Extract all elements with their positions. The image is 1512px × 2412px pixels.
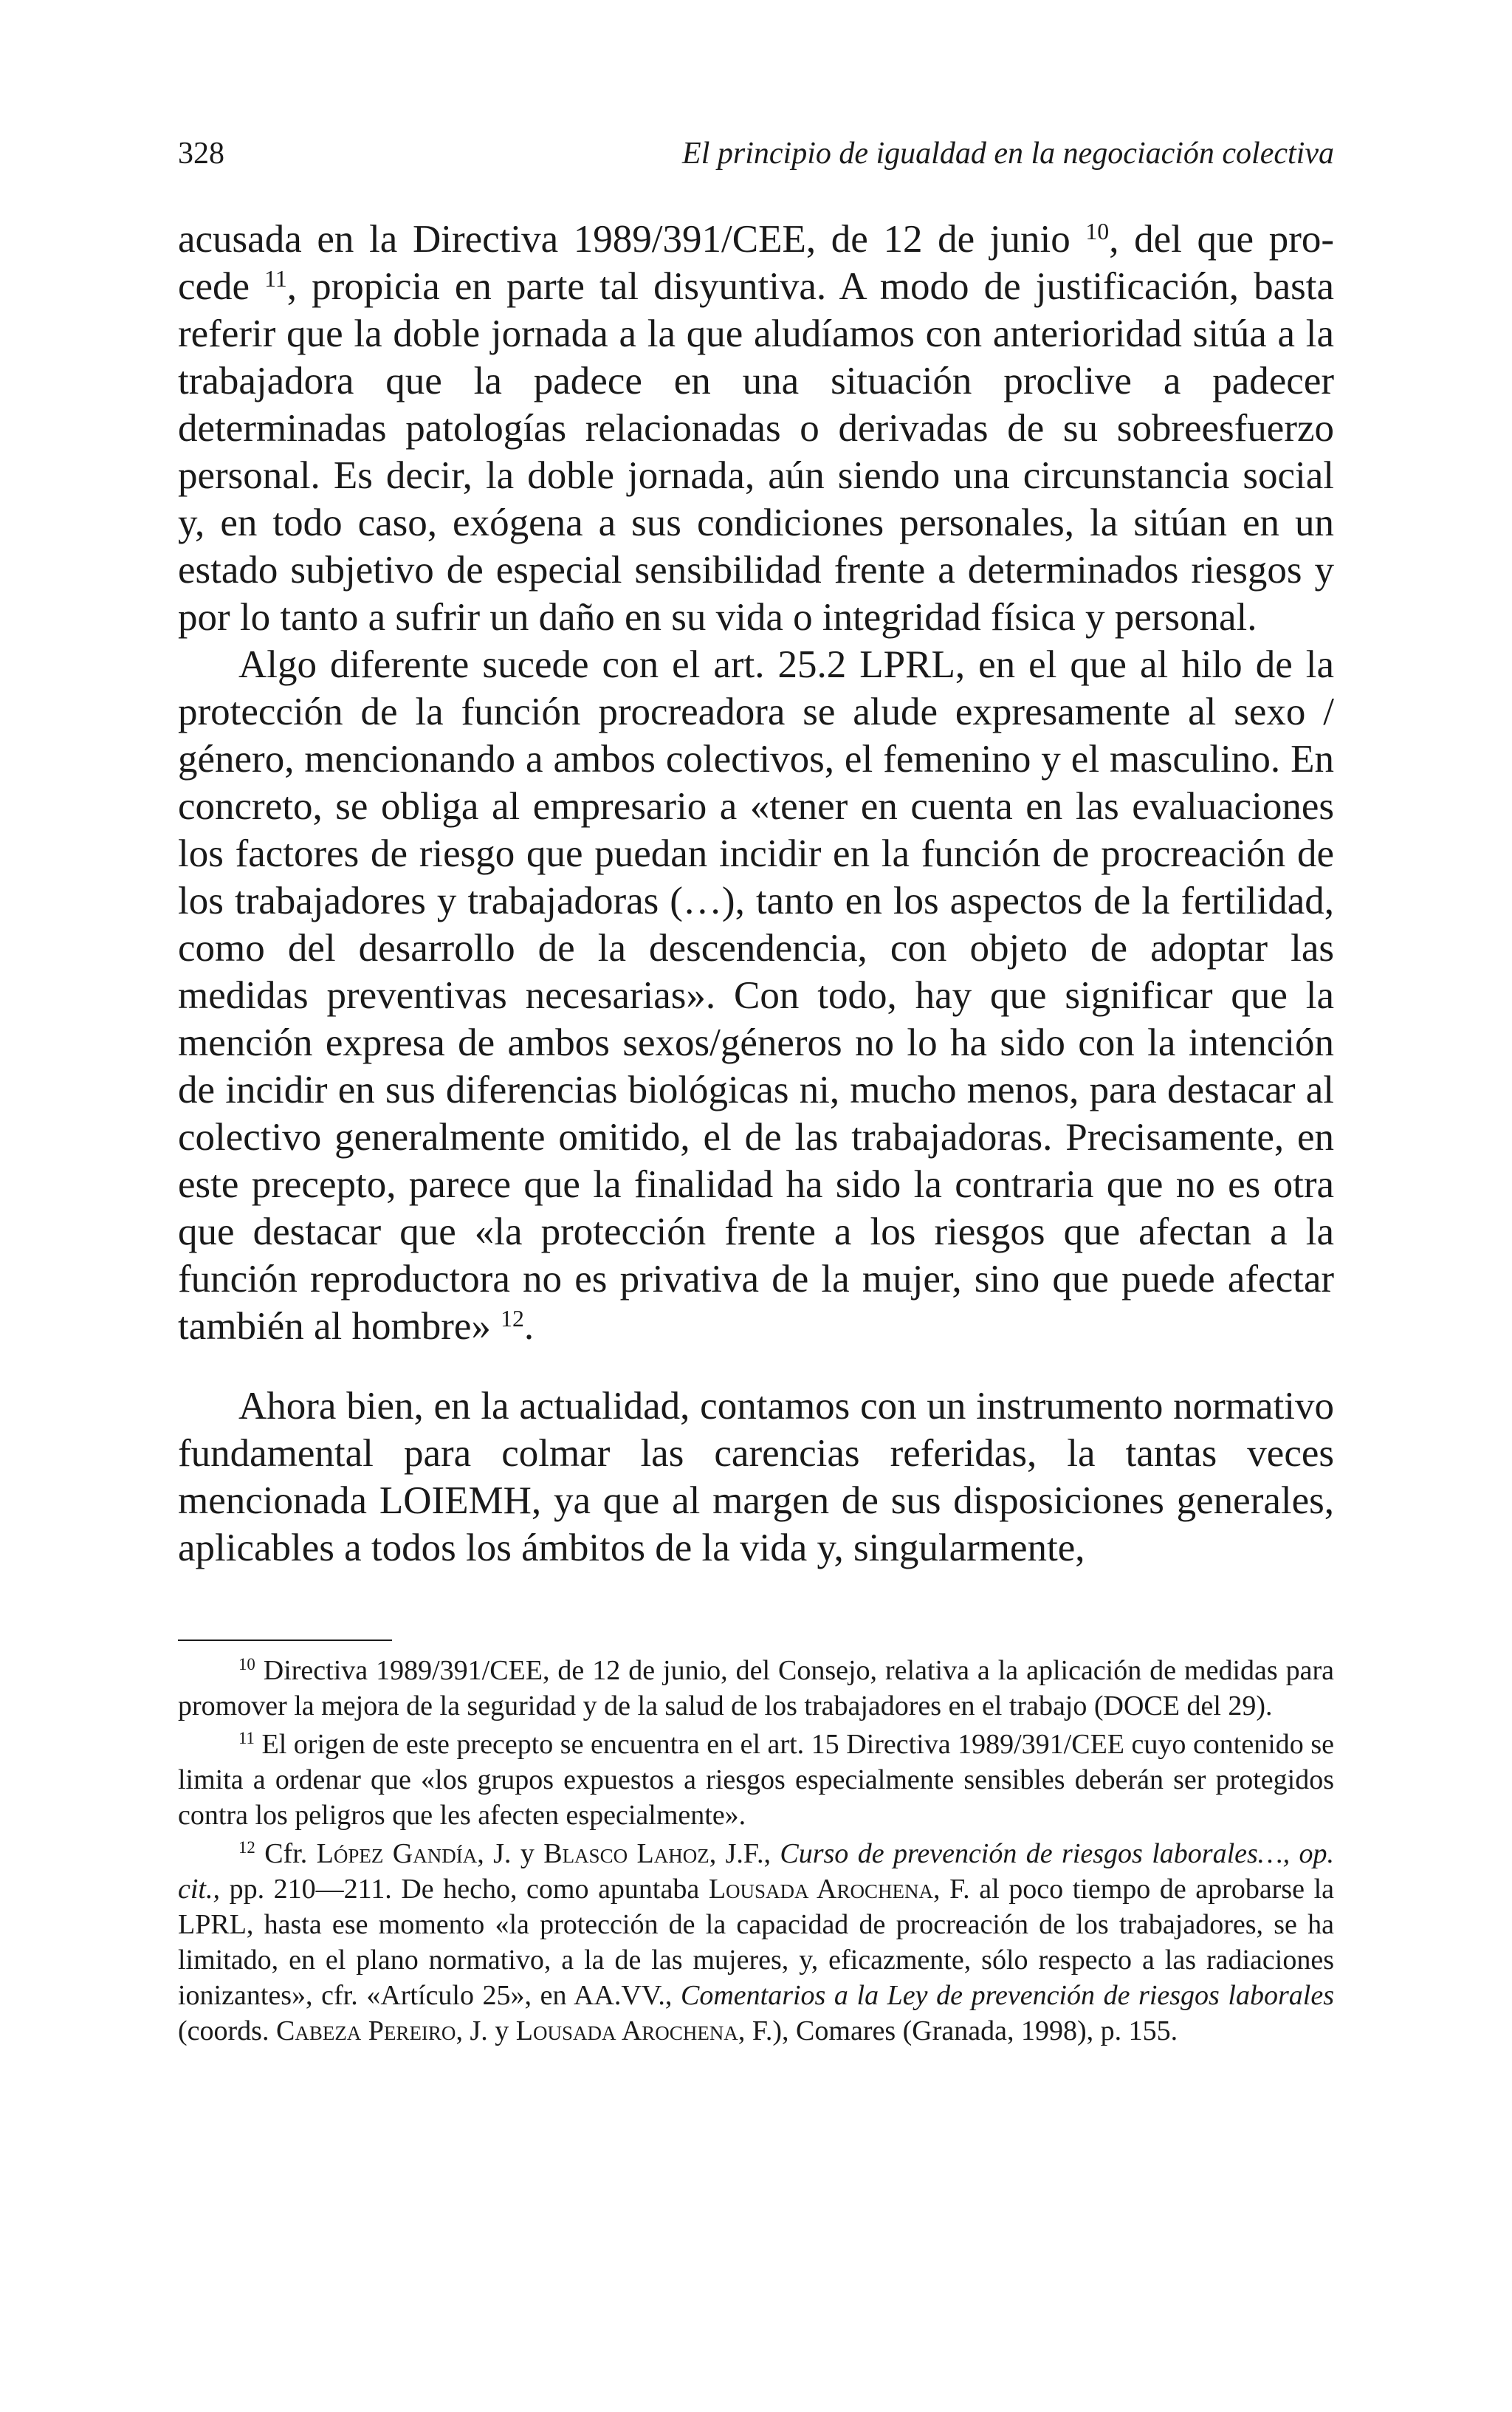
- footnote-11: [178, 1727, 1334, 1833]
- paragraph-1-text-c: , propicia en parte tal disyuntiva. A modo de justificación, basta referir que la doble jornada a la que aludíamos con anterioridad sitúa a la trabajadora que la padece en una situación proclive a padecer determinadas patologías relacionadas o derivadas de su sobreesfuerzo personal. Es decir, la doble jornada, aún siendo una circunstancia social y, en todo caso, exógena a sus condiciones personales, la sitúan en un estado subjetivo de especial sensibilidad frente a determinados riesgos y por lo tanto a sufrir un daño en su vida o integridad física y personal.: [178, 265, 1334, 639]
- footnote-12-text: (coords.: [178, 2015, 276, 2046]
- footnote-12-text: , J. y: [456, 2015, 516, 2046]
- running-title: El principio de igualdad en la negociación colectiva: [682, 137, 1334, 171]
- footnote-10-text: Directiva 1989/391/CEE, de 12 de junio, del Consejo, relativa a la aplicación de medidas para promover la mejora de la seguridad y de la salud de los trabajadores en el trabajo (DOCE del 29).: [178, 1655, 1334, 1721]
- paragraph-1: [178, 216, 1334, 641]
- paragraph-3-text: Ahora bien, en la actualidad, contamos con un instrumento normativo fundamental para colmar las carencias referidas, la tantas veces mencionada LOIEMH, ya que al margen de sus disposiciones generales, aplicables a todos los ámbitos de la vida y, singularmente,: [178, 1385, 1334, 1569]
- footnote-ref-10[interactable]: 10: [1085, 218, 1110, 244]
- main-text: [178, 216, 1334, 1572]
- author-name: López Gandía: [316, 1838, 478, 1869]
- footnote-12-text: Cfr.: [255, 1838, 317, 1869]
- author-name: Lousada Arochena: [515, 2015, 738, 2046]
- work-title: Curso de prevención de riesgos laborales…, op. cit.,: [178, 1838, 1334, 1905]
- author-name: Lousada Arochena: [708, 1874, 933, 1905]
- footnote-11-text: El origen de este precepto se encuentra en el art. 15 Directiva 1989/391/CEE cuyo contenido se limita a ordenar que «los grupos expuestos a riesgos especialmente sensibles deberán ser protegidos contra los peligros que les afecten especialmente».: [178, 1729, 1334, 1831]
- running-head: [178, 131, 1334, 176]
- footnote-11-number: 11: [238, 1729, 255, 1748]
- footnote-ref-11[interactable]: 11: [264, 265, 287, 292]
- work-title: Comentarios a la Ley de prevención de riesgos laborales: [680, 1980, 1334, 2011]
- footnote-10-number: 10: [238, 1655, 255, 1674]
- paragraph-1-text-a: acusada en la Directiva 1989/391/CEE, de 12 de junio: [178, 218, 1086, 261]
- paragraph-1-text-b: , del que pro-cede: [178, 218, 1335, 308]
- footnote-12-number: 12: [238, 1838, 255, 1857]
- footnote-12-text: , J.F.,: [709, 1838, 780, 1869]
- footnote-12-text: , F. al poco tiempo de aprobarse la LPRL, hasta ese momento «la protección de la capacidad de procreación de los trabajadores, se ha limitado, en el plano normativo, a la de las mujeres, y, eficazmente, sólo respecto a las radiaciones ionizantes», cfr. «Artículo 25», en AA.VV.,: [178, 1874, 1335, 2011]
- paragraph-2-text-a: Algo diferente sucede con el art. 25.2 LPRL, en el que al hilo de la protección de la función procreadora se alude expresamente al sexo / género, mencionando a ambos colectivos, el femenino y el masculino. En concreto, se obliga al empresario a «tener en cuenta en las evaluaciones los factores de riesgo que puedan incidir en la función de procreación de los trabajadores y trabajadoras (…), tanto en los aspectos de la fertilidad, como del desarrollo de la descendencia, con objeto de adoptar las medidas preventivas necesarias». Con todo, hay que significar que la mención expresa de ambos sexos/géneros no lo ha sido con la intención de incidir en sus diferencias biológicas ni, mucho menos, para destacar al colectivo generalmente omitido, el de las trabajadoras. Precisamente, en este precepto, parece que la finalidad ha sido la contraria que no es otra que destacar que «la protección frente a los riesgos que afectan a la función reproductora no es privativa de la mujer, sino que puede afectar también al hombre»: [178, 643, 1334, 1348]
- footnote-separator: [178, 1640, 392, 1641]
- paragraph-3: [178, 1383, 1334, 1572]
- footnote-12: [178, 1836, 1334, 2049]
- paragraph-2-text-b: .: [523, 1305, 535, 1348]
- footnote-12-text: , F.), Comares (Granada, 1998), p. 155.: [738, 2015, 1178, 2046]
- footnote-ref-12[interactable]: 12: [501, 1305, 524, 1332]
- footnote-12-text: , J. y: [477, 1838, 544, 1869]
- footnote-10: [178, 1653, 1334, 1724]
- footnote-12-text: pp. 210—211. De hecho, como apuntaba: [219, 1874, 709, 1905]
- author-name: Blasco Lahoz: [543, 1838, 709, 1869]
- author-name: Cabeza Pereiro: [275, 2015, 456, 2046]
- footnotes: [178, 1653, 1334, 2049]
- paragraph-2: [178, 641, 1334, 1350]
- page-number: 328: [178, 137, 224, 171]
